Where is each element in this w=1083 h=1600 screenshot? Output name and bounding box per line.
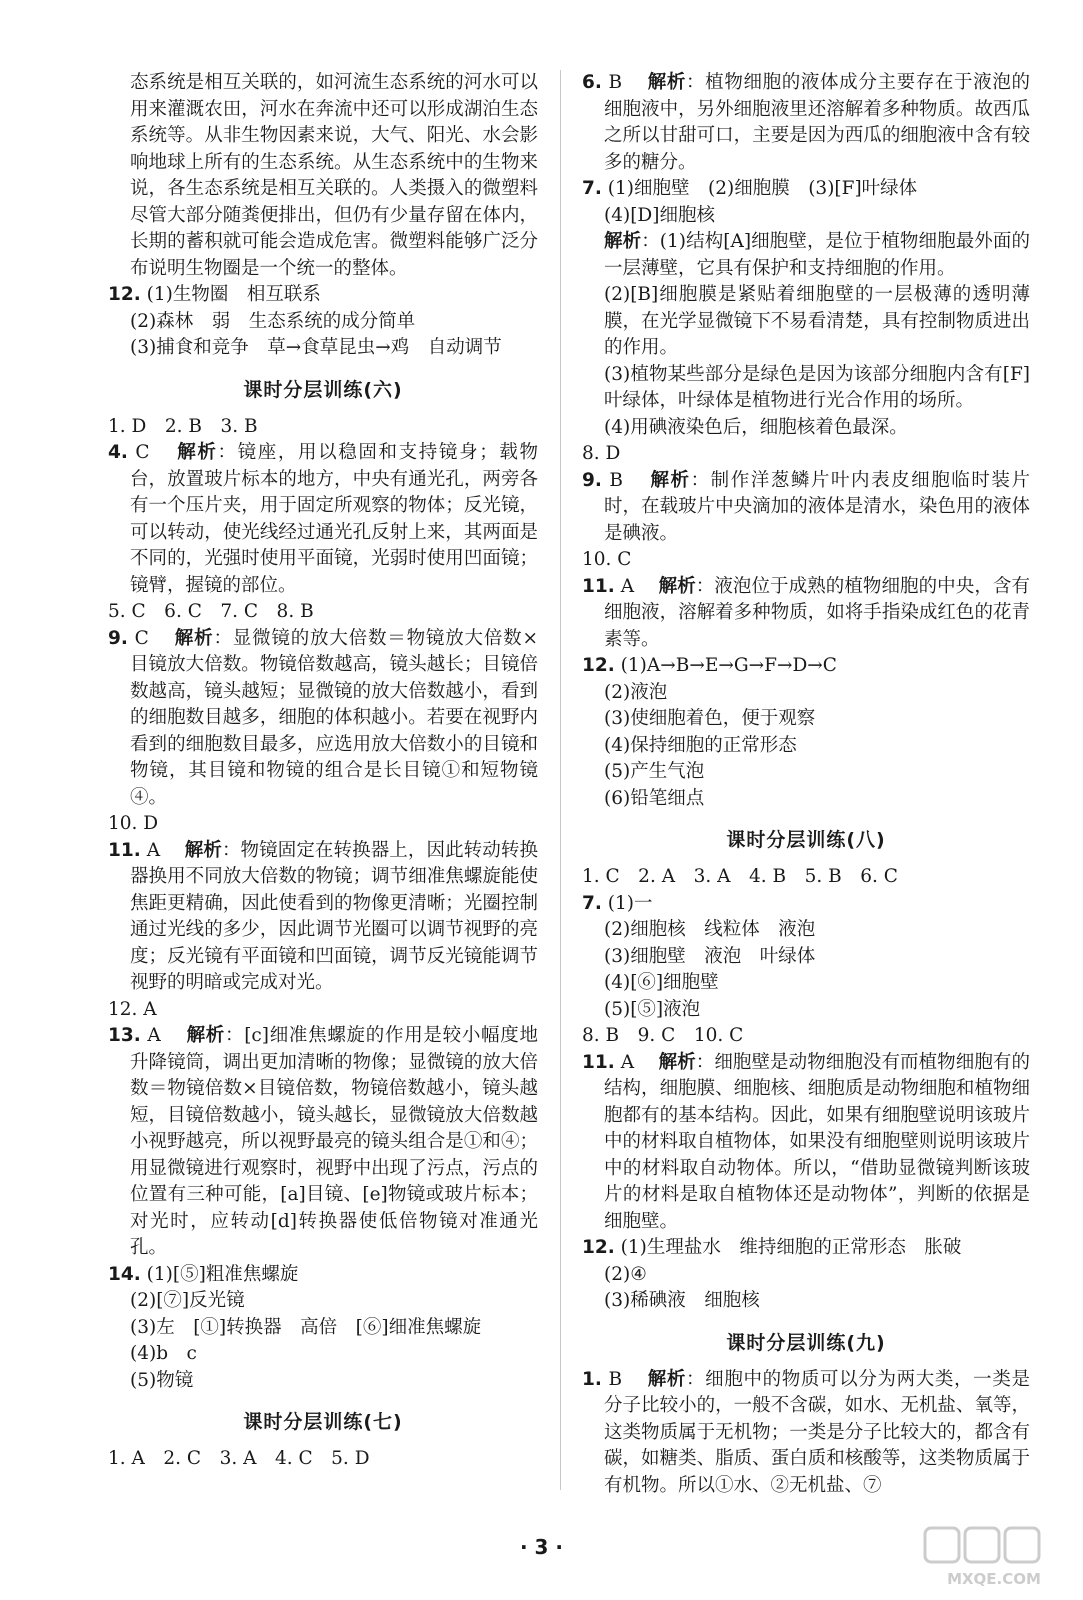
answer-text: 8. B 9. C 10. C bbox=[582, 1025, 744, 1046]
question-number: 7. bbox=[582, 178, 602, 199]
answer-text: (3)左 [①]转换器 高倍 [⑥]细准焦螺旋 bbox=[130, 1316, 482, 1338]
answer-text: 1. C 2. A 3. A 4. B 5. B 6. C bbox=[582, 866, 898, 887]
answer-text: ：镜座，用以稳固和支持镜身；载物台，放置玻片标本的地方，中央有通光孔，两旁各有一个压片夹，用于固定所观察的物体；反光镜，可以转动，使光线经过通光孔反射上来，其两面是不同的，光强时使用平面镜，光弱时使用凹面镜；镜臂，握镜的部位。 bbox=[130, 442, 538, 596]
answer-line bbox=[108, 1341, 538, 1368]
answer-line bbox=[108, 811, 538, 838]
answer-item bbox=[108, 838, 538, 997]
answer-item bbox=[582, 70, 1030, 176]
answer-text: ：细胞中的物质可以分为两大类，一类是分子比较小的，一般不含碳，如水、无机盐、氧等，这类物质属于无机物；一类是分子比较大的，都含有碳，如糖类、脂质、蛋白质和核酸等，这类物质属于有机物。所以①水、②无机盐、⑦ bbox=[604, 1368, 1030, 1496]
answer-line bbox=[582, 282, 1030, 362]
question-number: 6. bbox=[582, 72, 602, 93]
answer-text: (2)[B]细胞膜是紧贴着细胞壁的一层极薄的透明薄膜，在光学显微镜下不易看清楚，具有控制物质进出的作用。 bbox=[604, 284, 1030, 358]
answer-text: (2)细胞核 线粒体 液泡 bbox=[604, 919, 816, 940]
answer-line bbox=[582, 203, 1030, 230]
answer-text: 态系统是相互关联的，如河流生态系统的河水可以用来灌溉农田，河水在奔流中还可以形成湖泊生态系统等。从非生物因素来说，大气、阳光、水会影响地球上所有的生态系统。从生态系统中的生物来说，各生态系统是相互关联的。人类摄入的微塑料尽管大部分随粪便排出，但仍有少量存留在体内，长期的蓄积就可能会造成危害。微塑料能够广泛分布说明生物圈是一个统一的整体。 bbox=[130, 72, 538, 279]
answer-choice: B bbox=[609, 469, 623, 491]
section-heading: 课时分层训练(七) bbox=[243, 1411, 403, 1433]
answer-text: (3)植物某些部分是绿色是因为该部分细胞内含有[F]叶绿体，叶绿体是植物进行光合作用的场所。 bbox=[604, 363, 1030, 411]
watermark-text: MXQE.COM bbox=[947, 1570, 1041, 1588]
answer-text: (1)一 bbox=[607, 892, 653, 914]
answer-choice: A bbox=[620, 1051, 635, 1073]
column-divider bbox=[560, 70, 561, 1490]
answer-item bbox=[108, 1262, 538, 1289]
answer-item bbox=[108, 440, 538, 599]
answer-text: (5)物镜 bbox=[130, 1369, 194, 1391]
answer-line bbox=[108, 335, 538, 362]
answer-item bbox=[582, 653, 1030, 680]
analysis-label: 解析 bbox=[177, 442, 218, 463]
answer-item bbox=[582, 891, 1030, 918]
answer-line bbox=[582, 759, 1030, 786]
answer-line bbox=[582, 362, 1030, 415]
answer-line bbox=[108, 70, 538, 282]
answer-line bbox=[582, 1023, 1030, 1050]
answer-text: 1. A 2. C 3. A 4. C 5. D bbox=[108, 1448, 370, 1469]
answer-text: 10. D bbox=[108, 813, 159, 834]
question-number: 1. bbox=[582, 1368, 602, 1390]
answer-choice: A bbox=[146, 839, 161, 861]
answer-text: ：植物细胞的液体成分主要存在于液泡的细胞液中，另外细胞液里还溶解着多种物质。故西瓜之所以甘甜可口，主要是因为西瓜的细胞液中含有较多的糖分。 bbox=[604, 72, 1030, 173]
answer-text: (1)生物圈 相互联系 bbox=[146, 284, 321, 305]
analysis-label: 解析 bbox=[647, 1368, 687, 1390]
section-heading: 课时分层训练(六) bbox=[243, 378, 403, 401]
question-number: 14. bbox=[108, 1263, 141, 1285]
answer-line bbox=[582, 970, 1030, 997]
answer-text: (5)[⑤]液泡 bbox=[604, 998, 701, 1020]
answer-text: (6)铅笔细点 bbox=[604, 787, 705, 809]
answer-item bbox=[582, 574, 1030, 654]
answer-text: ：细胞壁是动物细胞没有而植物细胞有的结构，细胞膜、细胞核、细胞质是动物细胞和植物细胞都有的基本结构。因此，如果有细胞壁说明该玻片中的材料取自植物体，如果没有细胞壁则说明该玻片中的材料取自动物体。所以，“借助显微镜判断该玻片的材料是取自植物体还是动物体”，判断的依据是细胞壁。 bbox=[604, 1051, 1030, 1232]
answer-line bbox=[582, 706, 1030, 733]
right-column bbox=[582, 70, 1030, 1499]
analysis-label: 解析 bbox=[174, 627, 214, 649]
section-heading: 课时分层训练(八) bbox=[726, 829, 886, 851]
answer-choice: A bbox=[620, 575, 635, 597]
question-number: 4. bbox=[108, 442, 128, 463]
answer-item bbox=[582, 468, 1030, 548]
answer-text: (4)保持细胞的正常形态 bbox=[604, 734, 797, 756]
answer-text: ：(1)结构[A]细胞壁，是位于植物细胞最外面的一层薄壁，它具有保护和支持细胞的作用。 bbox=[604, 231, 1030, 279]
answer-text: (4)b c bbox=[130, 1343, 197, 1364]
answer-choice: B bbox=[608, 1368, 623, 1390]
question-number: 11. bbox=[108, 839, 141, 861]
answer-text: (4)[D]细胞核 bbox=[604, 204, 715, 226]
answer-text: ：物镜固定在转换器上，因此转动转换器换用不同放大倍数的物镜；调节细准焦螺旋能使焦距更精确，因此使看到的物像更清晰；光圈控制通过光线的多少，因此调节光圈可以调节视野的亮度；反光镜有平面镜和凹面镜，调节反光镜能调节视野的明暗或完成对光。 bbox=[130, 839, 538, 993]
answer-text: ：[c]细准焦螺旋的作用是较小幅度地升降镜筒，调出更加清晰的物像；显微镜的放大倍数＝物镜倍数×目镜倍数，物镜倍数越小，镜头越短，目镜倍数越小，镜头越长，显微镜放大倍数越小视野越亮，所以视野最亮的镜头组合是①和④；用显微镜进行观察时，视野中出现了污点，污点的位置有三种可能，[a]目镜、[e]物镜或玻片标本；对光时，应转动[d]转换器使低倍物镜对准通光孔。 bbox=[130, 1025, 538, 1258]
answer-text: (3)细胞壁 液泡 叶绿体 bbox=[604, 945, 816, 967]
answer-text: (3)稀碘液 细胞核 bbox=[604, 1290, 760, 1311]
answer-choice: C bbox=[135, 442, 150, 463]
analysis-label: 解析 bbox=[184, 839, 222, 861]
answer-line bbox=[582, 917, 1030, 944]
answer-line bbox=[582, 997, 1030, 1024]
answer-text: ：液泡位于成熟的植物细胞的中央，含有细胞液，溶解着多种物质，如将手指染成红色的花青素等。 bbox=[604, 575, 1030, 650]
answer-text: (2)液泡 bbox=[604, 681, 668, 703]
answer-line bbox=[582, 733, 1030, 760]
answer-text: 5. C 6. C 7. C 8. B bbox=[108, 601, 314, 622]
answer-line bbox=[108, 997, 538, 1024]
answer-item bbox=[108, 1023, 538, 1262]
answer-item bbox=[582, 1367, 1030, 1500]
answer-line bbox=[108, 599, 538, 626]
answer-line bbox=[108, 1315, 538, 1342]
answer-text: 10. C bbox=[582, 549, 632, 570]
answer-text: (2)④ bbox=[604, 1263, 647, 1285]
answer-choice: A bbox=[147, 1025, 161, 1046]
answer-text: 8. D bbox=[582, 443, 621, 464]
analysis-label: 解析 bbox=[650, 469, 691, 491]
answer-choice: B bbox=[608, 72, 623, 93]
page-number: · 3 · bbox=[519, 1535, 564, 1559]
answer-line bbox=[108, 1288, 538, 1315]
question-number: 7. bbox=[582, 892, 602, 914]
answer-text: (4)[⑥]细胞壁 bbox=[604, 972, 719, 993]
answer-line bbox=[582, 547, 1030, 574]
answer-line bbox=[582, 229, 1030, 282]
answer-item bbox=[582, 1235, 1030, 1262]
answer-line bbox=[108, 1446, 538, 1473]
answer-text: ：制作洋葱鳞片叶内表皮细胞临时装片时，在载玻片中央滴加的液体是清水，染色用的液体是碘液。 bbox=[604, 469, 1030, 544]
question-number: 12. bbox=[582, 655, 615, 676]
answer-item bbox=[582, 176, 1030, 203]
analysis-label: 解析 bbox=[658, 575, 696, 597]
section-heading: 课时分层训练(九) bbox=[726, 1331, 886, 1354]
left-column bbox=[108, 70, 538, 1473]
answer-text: (1)细胞壁 (2)细胞膜 (3)[F]叶绿体 bbox=[607, 178, 918, 199]
answer-line bbox=[582, 680, 1030, 707]
answer-text: ：显微镜的放大倍数＝物镜放大倍数×目镜放大倍数。物镜倍数越高，镜头越长；目镜倍数越高，镜头越短；显微镜的放大倍数越小，看到的细胞数目越多，细胞的体积越小。若要在视野内看到的细胞数目最多，应选用放大倍数小的目镜和物镜，其目镜和物镜的组合是长目镜①和短物镜④。 bbox=[130, 627, 538, 808]
analysis-label: 解析 bbox=[658, 1051, 696, 1073]
question-number: 12. bbox=[108, 284, 141, 305]
answer-text: (2)[⑦]反光镜 bbox=[130, 1290, 245, 1311]
answer-text: (1)[⑤]粗准焦螺旋 bbox=[146, 1263, 299, 1285]
question-number: 11. bbox=[582, 575, 615, 597]
answer-line bbox=[108, 414, 538, 441]
answer-text: 12. A bbox=[108, 998, 157, 1020]
answer-item bbox=[108, 626, 538, 812]
answer-line bbox=[582, 415, 1030, 442]
answer-item bbox=[582, 1050, 1030, 1236]
answer-text: (2)森林 弱 生态系统的成分简单 bbox=[130, 310, 416, 332]
answer-line bbox=[582, 441, 1030, 468]
watermark-logo bbox=[919, 1522, 1069, 1592]
answer-choice: C bbox=[134, 627, 149, 649]
question-number: 12. bbox=[582, 1237, 615, 1258]
answer-line bbox=[582, 1262, 1030, 1289]
answer-line bbox=[582, 864, 1030, 891]
answer-line bbox=[582, 786, 1030, 813]
answer-text: (3)使细胞着色，便于观察 bbox=[604, 708, 816, 729]
question-number: 13. bbox=[108, 1025, 141, 1046]
question-number: 9. bbox=[582, 469, 602, 491]
answer-item bbox=[108, 282, 538, 309]
answer-line bbox=[108, 1368, 538, 1395]
answer-text: (4)用碘液染色后，细胞核着色最深。 bbox=[604, 416, 908, 438]
answer-text: (3)捕食和竞争 草→食草昆虫→鸡 自动调节 bbox=[130, 337, 502, 358]
question-number: 9. bbox=[108, 627, 128, 649]
answer-text: (1)A→B→E→G→F→D→C bbox=[620, 655, 837, 676]
answer-text: (5)产生气泡 bbox=[604, 761, 705, 782]
answer-text: 1. D 2. B 3. B bbox=[108, 415, 258, 437]
answer-line bbox=[582, 944, 1030, 971]
analysis-label: 解析 bbox=[647, 72, 687, 93]
question-number: 11. bbox=[582, 1051, 615, 1073]
analysis-label: 解析 bbox=[604, 231, 642, 252]
answer-line bbox=[108, 309, 538, 336]
analysis-label: 解析 bbox=[186, 1025, 225, 1046]
answer-text: (1)生理盐水 维持细胞的正常形态 胀破 bbox=[620, 1237, 962, 1258]
answer-line bbox=[582, 1288, 1030, 1315]
